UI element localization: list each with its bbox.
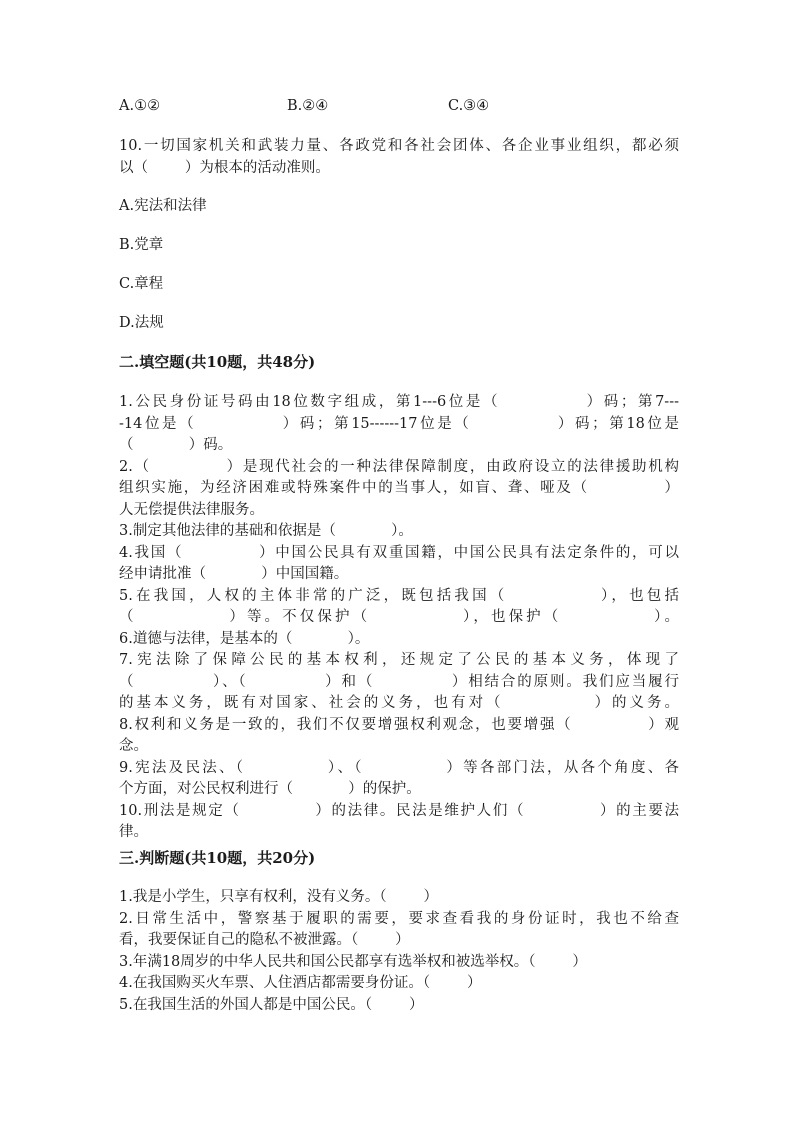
text-line: 8.权利和义务是一致的，我们不仅要增强权利观念，也要增强（ ）观 (119, 716, 679, 733)
text-line: 1.我是小学生，只享有权利，没有义务。（ ） (119, 889, 438, 905)
text-line: 5.在我国，人权的主体非常的广泛，既包括我国（ ），也包括 (119, 587, 679, 604)
text-line: 6.道德与法律，是基本的（ ）。 (119, 630, 370, 647)
true-false-questions (119, 887, 679, 1016)
question-10-option-b: B.党章 (119, 237, 164, 253)
question-10-line: 10.一切国家机关和武装力量、各政党和各社会团体、各企业事业组织，都必须 (119, 138, 679, 154)
option-a: A.①② (119, 98, 161, 114)
text-line: 7.宪法除了保障公民的基本权利，还规定了公民的基本义务，体现了 (119, 652, 679, 668)
section-title-fill-in: 二.填空题(共10题，共48分) (119, 353, 316, 371)
option-b: B.②④ (287, 98, 329, 114)
question-10-option-d: D.法规 (119, 315, 164, 331)
section-title-true-false: 三.判断题(共10题，共20分) (119, 849, 316, 867)
text-line: 2.日常生活中，警察基于履职的需要，要求查看我的身份证时，我也不给查 (119, 910, 679, 927)
text-line: 看，我要保证自己的隐私不被泄露。（ ） (119, 932, 410, 948)
text-line: 9.宪法及民法、（ ）、（ ）等各部门法，从各个角度、各 (119, 759, 679, 776)
text-line: 的基本义务，既有对国家、社会的义务，也有对（ ）的义务。 (119, 695, 679, 711)
text-line: 1.公民身份证号码由18位数字组成，第1---6位是（ ）码；第7--- (119, 394, 679, 410)
question-10 (119, 136, 679, 179)
text-line: 组织实施，为经济困难或特殊案件中的当事人，如盲、聋、哑及（ ） (119, 480, 679, 496)
text-line: 4.在我国购买火车票、人住酒店都需要身份证。（ ） (119, 975, 482, 991)
text-line: 10.刑法是规定（ ）的法律。民法是维护人们（ ）的主要法 (119, 802, 679, 819)
previous-question-options (119, 98, 679, 118)
text-line: （ ）、（ ）和（ ）相结合的原则。我们应当履行 (119, 673, 679, 690)
text-line: 4.我国（ ）中国公民具有双重国籍，中国公民具有法定条件的，可以 (119, 544, 679, 561)
text-line: （ ）等。不仅保护（ ），也保护（ ）。 (119, 609, 679, 625)
question-10-option-c: C.章程 (119, 276, 164, 292)
option-c: C.③④ (448, 98, 490, 114)
text-line: 个方面，对公民权利进行（ ）的保护。 (119, 781, 421, 797)
text-line: -14位是（ ）码；第15------17位是（ ）码；第18位是 (119, 415, 679, 432)
text-line: 3.制定其他法律的基础和依据是（ ）。 (119, 523, 413, 539)
question-10-option-a: A.宪法和法律 (119, 198, 207, 214)
text-line: 人无偿提供法律服务。 (119, 501, 264, 518)
text-line: 经申请批准（ ）中国国籍。 (119, 566, 349, 582)
text-line: 律。 (119, 824, 148, 840)
text-line: （ ）码。 (119, 437, 233, 453)
text-line: 5.在我国生活的外国人都是中国公民。（ ） (119, 996, 424, 1013)
question-10-line: 以（ ）为根本的活动准则。 (119, 159, 330, 176)
fill-in-questions (119, 392, 679, 844)
text-line: 2.（ ）是现代社会的一种法律保障制度，由政府设立的法律援助机构 (119, 458, 679, 475)
text-line: 3.年满18周岁的中华人民共和国公民都享有选举权和被选举权。（ ） (119, 953, 587, 970)
text-line: 念。 (119, 738, 148, 754)
